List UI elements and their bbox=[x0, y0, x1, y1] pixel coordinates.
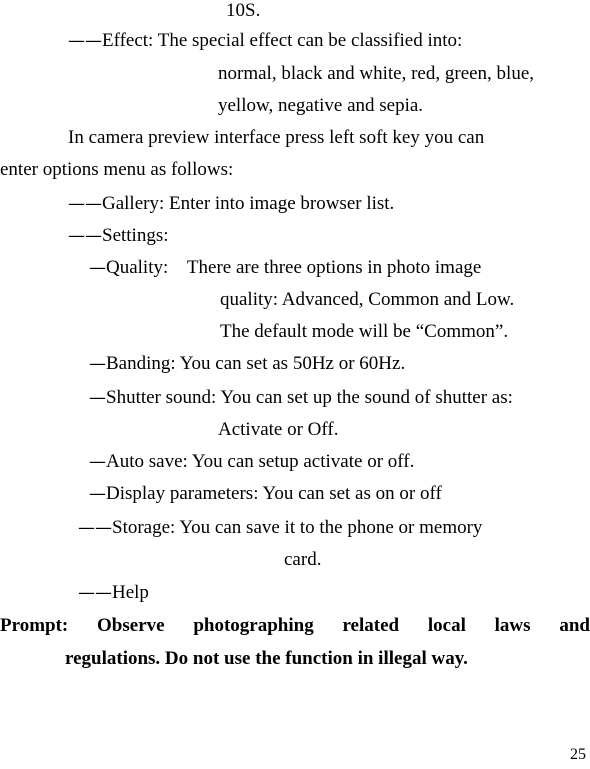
shutter-continuation: Activate or Off. bbox=[218, 419, 339, 440]
storage-item bbox=[78, 517, 482, 539]
list-dash: — bbox=[89, 388, 106, 408]
list-dash: — bbox=[89, 452, 106, 472]
preview-paragraph: In camera preview interface press left soft key you can bbox=[68, 127, 485, 148]
prompt-word: laws bbox=[494, 615, 531, 636]
quality-item bbox=[89, 257, 481, 279]
list-dash: —— bbox=[68, 226, 102, 246]
storage-continuation: card. bbox=[284, 549, 322, 570]
prompt-word: and bbox=[559, 615, 590, 636]
prompt-word: Observe bbox=[97, 615, 165, 636]
autosave-text: Auto save: You can setup activate or off. bbox=[106, 451, 415, 472]
effect-continuation-2: yellow, negative and sepia. bbox=[218, 95, 424, 116]
display-text: Display parameters: You can set as on or off bbox=[106, 483, 442, 504]
list-dash: — bbox=[89, 354, 106, 374]
quality-continuation-2: The default mode will be “Common”. bbox=[220, 321, 509, 342]
shutter-text: Shutter sound: You can set up the sound of shutter as: bbox=[106, 387, 513, 408]
list-dash: — bbox=[89, 258, 106, 278]
list-dash: —— bbox=[78, 518, 112, 538]
autosave-item bbox=[89, 451, 414, 473]
display-item bbox=[89, 483, 442, 505]
help-item bbox=[78, 582, 149, 604]
page-number: 25 bbox=[570, 746, 586, 763]
list-dash: —— bbox=[68, 31, 102, 51]
prompt-word: related bbox=[342, 615, 400, 636]
quality-continuation-1: quality: Advanced, Common and Low. bbox=[220, 289, 515, 310]
prompt-line-1 bbox=[0, 615, 590, 637]
list-dash: —— bbox=[78, 583, 112, 603]
effect-item bbox=[68, 30, 462, 52]
banding-item bbox=[89, 353, 405, 375]
prompt-word: photographing bbox=[193, 615, 314, 636]
quality-text: Quality: There are three options in photo image bbox=[106, 257, 482, 278]
help-text: Help bbox=[112, 582, 149, 603]
effect-continuation-1: normal, black and white, red, green, blue, bbox=[218, 63, 535, 84]
gallery-text: Gallery: Enter into image browser list. bbox=[102, 193, 395, 214]
gallery-item bbox=[68, 193, 394, 215]
continued-text: 10S. bbox=[226, 0, 261, 21]
list-dash: —— bbox=[68, 194, 102, 214]
prompt-line-2: regulations. Do not use the function in illegal way. bbox=[65, 648, 468, 669]
settings-text: Settings: bbox=[102, 225, 169, 246]
settings-item bbox=[68, 225, 169, 247]
prompt-word: Prompt: bbox=[0, 615, 69, 636]
banding-text: Banding: You can set as 50Hz or 60Hz. bbox=[106, 353, 406, 374]
list-dash: — bbox=[89, 484, 106, 504]
shutter-item bbox=[89, 387, 513, 409]
storage-text: Storage: You can save it to the phone or memory bbox=[112, 517, 483, 538]
prompt-word: local bbox=[427, 615, 466, 636]
preview-continuation: enter options menu as follows: bbox=[0, 159, 234, 180]
effect-text: Effect: The special effect can be classified into: bbox=[102, 30, 463, 51]
